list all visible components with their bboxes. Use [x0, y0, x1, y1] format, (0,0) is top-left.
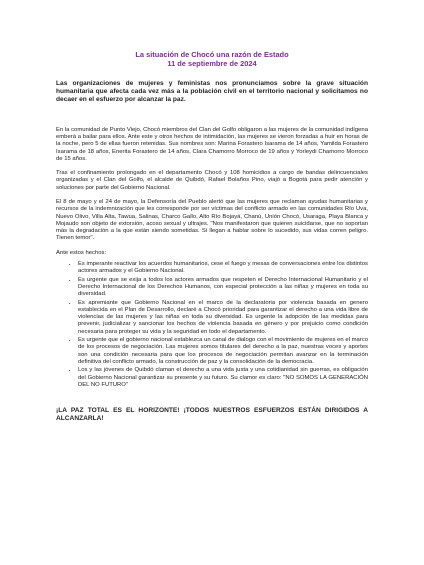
title-date: 11 de septiembre de 2024 — [167, 59, 257, 68]
paragraph-defensoria: El 8 de mayo y el 24 de mayo, la Defensoría del Pueblo alertó que las mujeres que reclaman ayudas humanitarias y recursos de la indemnización que les corresponde por ser víctimas del conflicto armado en las comunidades Río Uva, Nuevo Olivo, Villa Alta, Tawua, Salinas, Charco Gallo, Alto Río Bojayá, Chanú, Unión Chocó, Usaraga, Playa Blanca y Mojaudo son objeto de extorsión, acoso sexual y ultrajes. "Nos manifestaron que quieren suicidarse, que no soportan más la degradación a la que están siendo sometidas. Si llegan a hablar sobre lo sucedido, sus vidas corren peligro. Tienen temor". — [56, 198, 368, 242]
list-item: • Es urgente que el gobierno nacional establezca un canal de dialogo con el movimiento de mujeres en el marco de los procesos de negociación. Las mujeres somos titulares del derecho a la paz, nuestras voces y aportes son una condición necesaria para que los procesos de negociación permitan avanzar en la terminación definitiva del conflicto armado, la construcción de paz y la consolidación de la democracia. — [78, 337, 368, 366]
title-line: La situación de Chocó una razón de Estado — [135, 50, 289, 59]
closing-statement: ¡LA PAZ TOTAL ES EL HORIZONTE! ¡TODOS NUESTROS ESFUERZOS ESTÁN DIRIGIDOS A ALCANZARLA! — [56, 407, 368, 423]
paragraph-ante-hechos: Ante estos hechos: — [56, 249, 107, 256]
list-item: • Es urgente que se exija a todos los actores armados que respeten el Derecho Internacional Humanitario y el Derecho Internacional de los Derechos Humanos, con especial protección a las niñas y mujeres en toda su diversidad. — [78, 277, 368, 299]
paragraph-punto-viejo: En la comunidad de Punto Viejo, Chocó miembros del Clan del Golfo obligaron a las mujeres de la comunidad indígena emberá a bailar para ellos. Ante este y otros hechos de intimidación, las mujeres se vieron forzadas a huir en horas de la noche, pero 5 de ellas fueron retenidas. Sus nombres son: Marina Forastero Isarama de 14 años, Yamilda Forastero Isarama de 18 años, Enerita Forastero de 14 años, Clara Chamorro Morroco de 19 años y Yorleydi Chamorro Morroco de 15 años. — [56, 126, 368, 162]
demands-list — [56, 261, 368, 389]
document-title — [56, 50, 368, 68]
paragraph-confinamiento: Tras el confinamiento prolongado en el departamento Chocó y 108 homicidios a cargo de bandas delincuenciales organizadas y el Clan del Golfo, el alcalde de Quibdó, Rafael Bolaños Pino, viajó a Bogotá para pedir atención y soluciones por parte del Gobierno Nacional. — [56, 170, 368, 191]
list-item: • Los y las jóvenes de Quibdó claman el derecho a una vida justa y una cotidianidad sin guerras, es obligación del Gobierno Nacional garantizar su presente y su futuro. Su clamor es claro: "NO SOMOS LA GENERACIÓN DEL NO FUTURO" — [78, 367, 368, 389]
intro-paragraph: Las organizaciones de mujeres y feministas nos pronunciamos sobre la grave situación humanitaria que afecta cada vez más a la población civil en el territorio nacional y solicitamos no decaer en el esfuerzo por alcanzar la paz. — [56, 80, 368, 104]
list-item: • Es apremiante que Gobierno Nacional en el marco de la declaratoria por violencia basada en genero establecida en el Plan de Desarrollo, declaré a Chocó prioridad para garantizar el derecho a una vida libre de violencias de las mujeres y las niñas en toda su diversidad. Es urgente la adopción de las medidas para prevenir, judicializar y sancionar los hechos de violencia basada en género y por prejuicio como condición necesaria para proteger su vida y la seguridad en todo el departamento. — [78, 300, 368, 336]
list-item: • Es imperante reactivar los acuerdos humanitarios, cese el fuego y mesas de conversaciones entre los distintos actores armados y el Gobierno Nacional. — [78, 261, 368, 276]
